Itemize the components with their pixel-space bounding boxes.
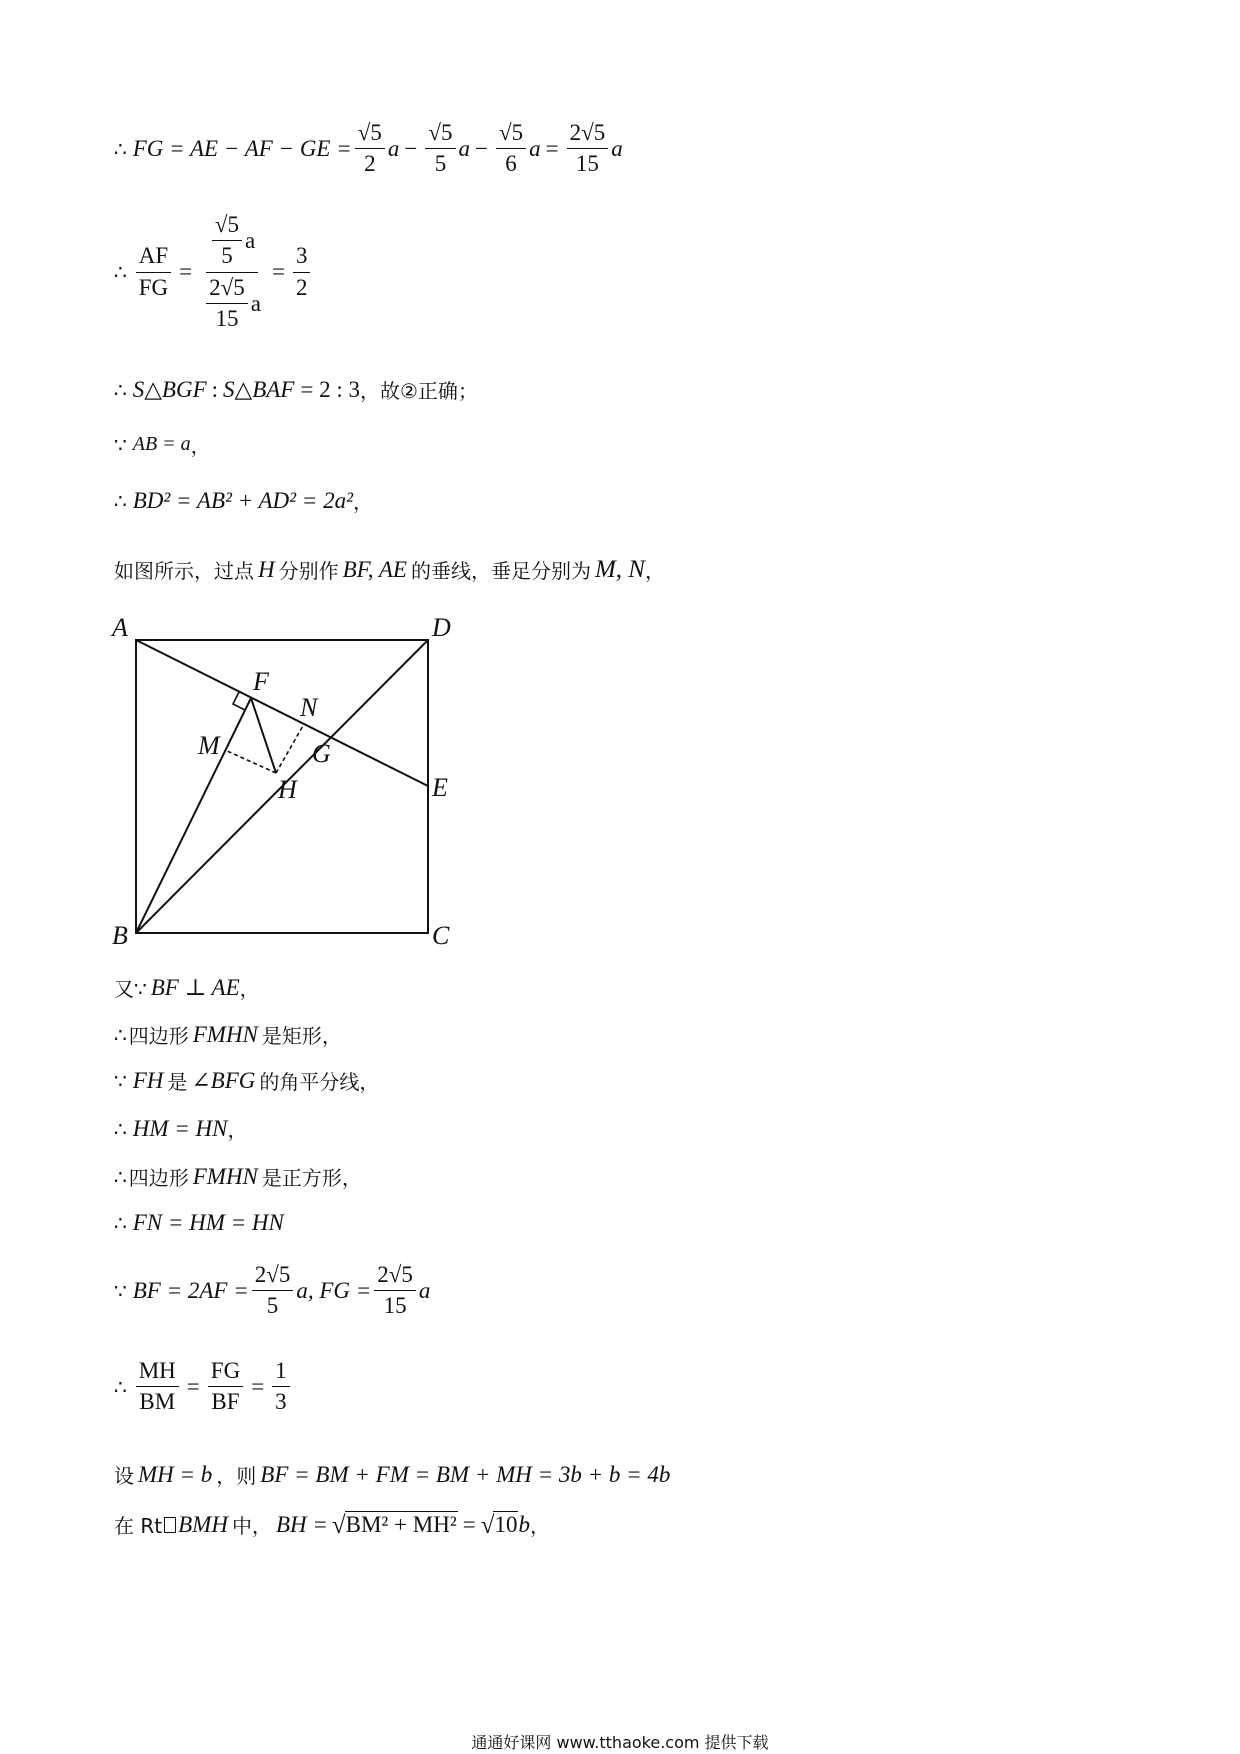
square-root: √ BM² + MH²	[331, 1511, 457, 1539]
fraction: $\frac{1}{3}$	[272, 1358, 290, 1416]
equation-line-11: ∴ 四边形 FMHN 是正方形，	[114, 1163, 362, 1190]
label-m: M	[198, 731, 220, 760]
equation-line-14: ∴ $\frac{MH}{BM}$ = $\frac{FG}{BF}$ = $\frac{1}{3}$	[114, 1358, 293, 1416]
square-root: √ 10	[480, 1511, 518, 1539]
fraction: $\frac{2√5}{5}$	[252, 1262, 294, 1320]
fraction: $\frac{AF}{FG}$	[136, 243, 171, 301]
fraction: $\frac{2√5}{15}$	[567, 120, 609, 178]
segment-fh	[251, 698, 276, 773]
segment-hm	[225, 750, 276, 773]
equation-line-16: 在 Rt BMH 中， BH = √ BM² + MH² = √ 10 b ，	[114, 1511, 550, 1539]
label-c: C	[432, 921, 450, 950]
footer-watermark: 通通好课网 www.tthaoke.com 提供下载	[471, 1733, 769, 1752]
text-line-6: 如图所示，过点 H 分别作 BF, AE 的垂线，垂足分别为 M, N ，	[114, 555, 665, 583]
segment-hn	[276, 724, 304, 773]
equation-line-12: ∴ FN = HM = HN	[114, 1210, 284, 1235]
compound-fraction: $\frac{√5}{5}$ a $\frac{2√5}{15}$ a	[200, 212, 264, 333]
equation-line-10: ∴ HM = HN ，	[114, 1115, 248, 1142]
equation-line-3: ∴ S △BGF : S △BAF = 2 : 3 ，故②正确；	[114, 376, 478, 403]
equation-line-5: ∴ BD² = AB² + AD² = 2a² ，	[114, 487, 373, 514]
equation-line-8: ∴ 四边形 FMHN 是矩形，	[114, 1021, 342, 1048]
fraction: $\frac{3}{2}$	[293, 243, 311, 301]
label-d: D	[432, 613, 451, 642]
fraction: $\frac{MH}{BM}$	[136, 1358, 179, 1416]
equation-line-1: ∴ FG = AE − AF − GE = $\frac{√5}{2}$ a − $\frac{√5}{5}$ a − $\frac{√5}{6}$ a = $\frac{2√5}{15}$ a	[114, 120, 623, 177]
fraction: $\frac{2√5}{15}$	[374, 1262, 416, 1320]
triangle-glyph-box	[164, 1517, 176, 1533]
label-a: A	[112, 613, 128, 642]
fraction: $\frac{√5}{6}$	[496, 120, 526, 178]
label-e: E	[432, 773, 448, 802]
equation-line-9: ∵ FH 是 ∠BFG 的角平分线，	[114, 1067, 380, 1094]
segment-bf	[136, 698, 251, 933]
label-n: N	[300, 693, 318, 722]
label-h: H	[278, 775, 297, 804]
equation-line-15: 设 MH = b ，则 BF = BM + FM = BM + MH = 3b + b = 4b	[114, 1461, 671, 1488]
fraction: $\frac{√5}{5}$	[425, 120, 455, 178]
square-geometry-figure	[108, 600, 468, 950]
equation-line-7: 又∵ BF ⊥ AE ，	[114, 974, 260, 1001]
label-g: G	[312, 739, 331, 768]
fraction: $\frac{√5}{2}$	[355, 120, 385, 178]
equation-line-2: ∴ $\frac{AF}{FG}$ = $\frac{√5}{5}$ a $\frac{2√5}{15}$ a = $\frac{3}{2}$	[114, 212, 313, 333]
label-b: B	[112, 921, 128, 950]
equation-line-4: ∵ AB = a ，	[114, 432, 211, 458]
label-f: F	[253, 667, 269, 696]
fraction: $\frac{FG}{BF}$	[208, 1358, 243, 1416]
equation-line-13: ∵ BF = 2AF = $\frac{2√5}{5}$ a, FG = $\frac{2√5}{15}$ a	[114, 1262, 431, 1319]
